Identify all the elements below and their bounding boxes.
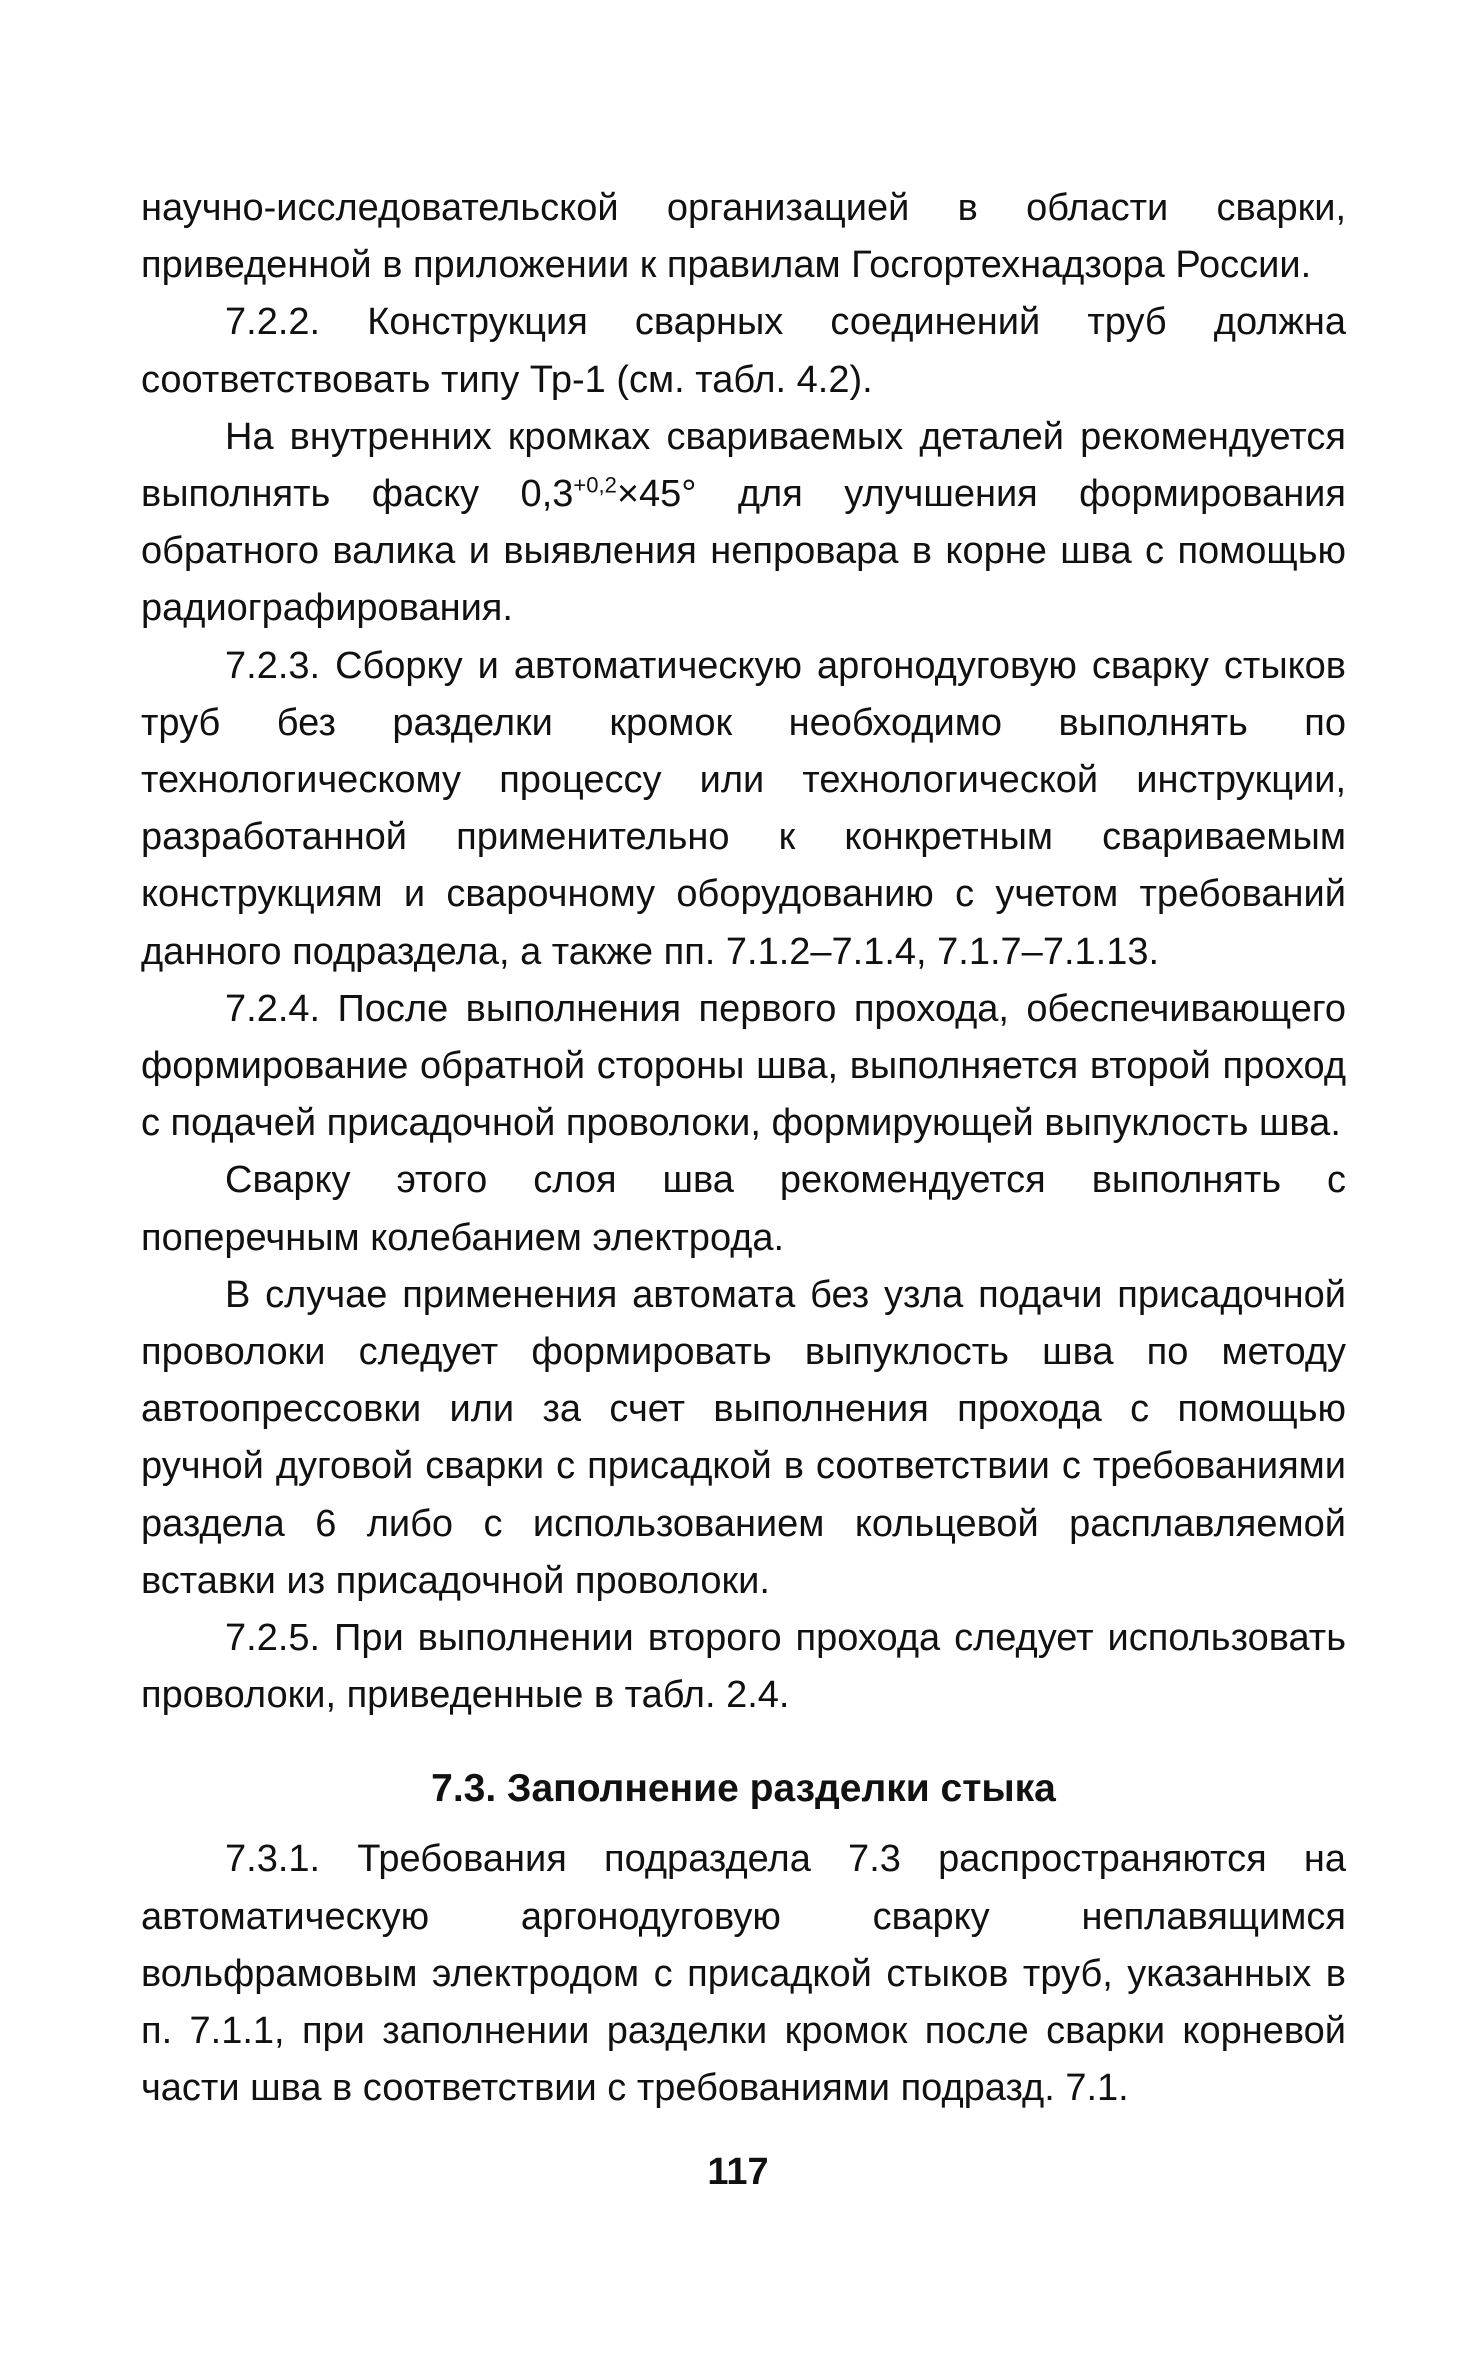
paragraph-7-2-4: 7.2.4. После выполнения первого прохода, обеспечивающего формирование обратной стороны шва, выполняется второй проход с подачей присадочной проволоки, формирующей выпуклость шва.	[141, 987, 1346, 1145]
paragraph-7-2-5: 7.2.5. При выполнении второго прохода следует использовать проволоки, приведенные в табл. 2.4.	[141, 1617, 1346, 1717]
paragraph-continuation: научно-исследовательской организацией в области сварки, приведенной в приложении к правилам Госгортехнадзора России.	[141, 187, 1346, 287]
bevel-text-before: На внутренних кромках свариваемых деталей рекомендуется выполнять фаску 0,3	[141, 415, 1346, 516]
page-number: 117	[707, 2151, 769, 2193]
paragraph-oscillation: Сварку этого слоя шва рекомендуется выполнять с поперечным колебанием электрода.	[141, 1159, 1346, 1259]
page-body	[141, 180, 1346, 2118]
section-heading-7-3: 7.3. Заполнение разделки стыка	[431, 1767, 1056, 1811]
paragraph-bevel-recommendation	[141, 409, 1346, 638]
paragraph-7-3-1: 7.3.1. Требования подраздела 7.3 распространяются на автоматическую аргонодуговую сварку неплавящимся вольфрамовым электродом с присадкой стыков труб, указанных в п. 7.1.1, при заполнении разделки кромок после сварки корневой части шва в соответствии с требованиями подразд. 7.1.	[141, 1838, 1346, 2110]
bevel-text-after: ×45° для улучшения формирования обратного валика и выявления непровара в корне шва с помощью радиографирования.	[141, 473, 1346, 630]
paragraph-7-2-2: 7.2.2. Конструкция сварных соединений труб должна соответствовать типу Тр-1 (см. табл. 4.2).	[141, 301, 1346, 401]
paragraph-7-2-3: 7.2.3. Сборку и автоматическую аргонодуговую сварку стыков труб без разделки кромок необходимо выполнять по технологическому процессу или технологической инструкции, разработанной применительно к конкретным свариваемым конструкциям и сварочному оборудованию с учетом требований данного подраздела, а также пп. 7.1.2–7.1.4, 7.1.7–7.1.13.	[141, 644, 1346, 973]
paragraph-automat-without-feeder: В случае применения автомата без узла подачи присадочной проволоки следует формировать выпуклость шва по методу автоопрессовки или за счет выполнения прохода с помощью ручной дуговой сварки с присадкой в соответствии с требованиями раздела 6 либо с использованием кольцевой расплавляемой вставки из присадочной проволоки.	[141, 1273, 1346, 1602]
tolerance-superscript: +0,2	[573, 472, 617, 498]
